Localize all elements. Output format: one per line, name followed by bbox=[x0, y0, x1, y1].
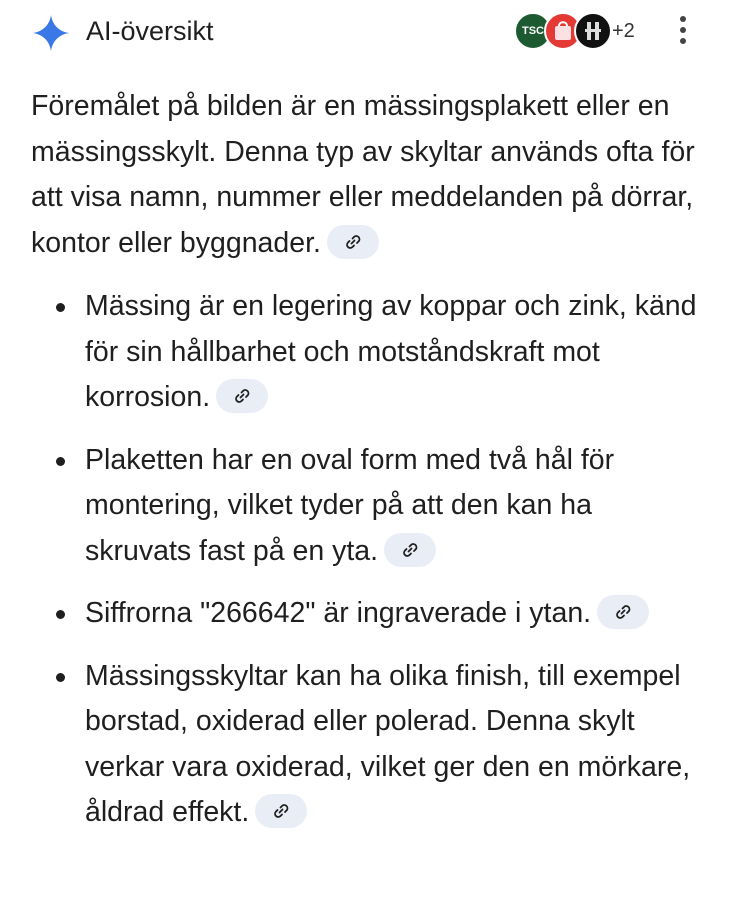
source-avatar-tsc[interactable]: TSC bbox=[514, 12, 552, 50]
link-icon bbox=[401, 541, 419, 559]
link-icon bbox=[614, 603, 632, 621]
intro-paragraph bbox=[31, 84, 703, 266]
list-item: Mässingsskyltar kan ha olika finish, till exempel borstad, oxiderad eller polerad. Denna skylt verkar vara oxiderad, vilket ger den en mörkare, åldrad effekt. bbox=[31, 654, 703, 836]
list-item: Plaketten har en oval form med två hål för montering, vilket tyder på att den kan ha skruvats fast på en yta. bbox=[31, 438, 703, 575]
citation-link-button[interactable] bbox=[327, 225, 379, 259]
citation-link-button[interactable] bbox=[255, 794, 307, 828]
page-title: AI-översikt bbox=[86, 16, 214, 46]
source-avatar-dark[interactable] bbox=[574, 12, 612, 50]
link-icon bbox=[233, 387, 251, 405]
citation-link-button[interactable] bbox=[597, 595, 649, 629]
citation-link-button[interactable] bbox=[216, 379, 268, 413]
link-icon bbox=[272, 802, 290, 820]
list-item: Siffrorna "266642" är ingraverade i ytan. bbox=[31, 591, 703, 637]
link-icon bbox=[344, 233, 362, 251]
logo-icon bbox=[576, 14, 610, 48]
gemini-sparkle-icon bbox=[31, 13, 71, 53]
bullet-list bbox=[31, 284, 703, 836]
list-item: Mässing är en legering av koppar och zink, känd för sin hållbarhet och motståndskraft mot korrosion. bbox=[31, 284, 703, 421]
ai-overview-content bbox=[31, 84, 703, 853]
intro-text: Föremålet på bilden är en mässingsplakett eller en mässingsskylt. Denna typ av skyltar används ofta för att visa namn, nummer eller meddelanden på dörrar, kontor eller byggnader. bbox=[31, 90, 695, 259]
more-sources-count[interactable]: +2 bbox=[612, 20, 635, 42]
ai-overview-header bbox=[0, 0, 731, 62]
source-avatars[interactable] bbox=[514, 12, 644, 52]
citation-link-button[interactable] bbox=[384, 533, 436, 567]
more-vert-icon[interactable] bbox=[676, 16, 690, 48]
